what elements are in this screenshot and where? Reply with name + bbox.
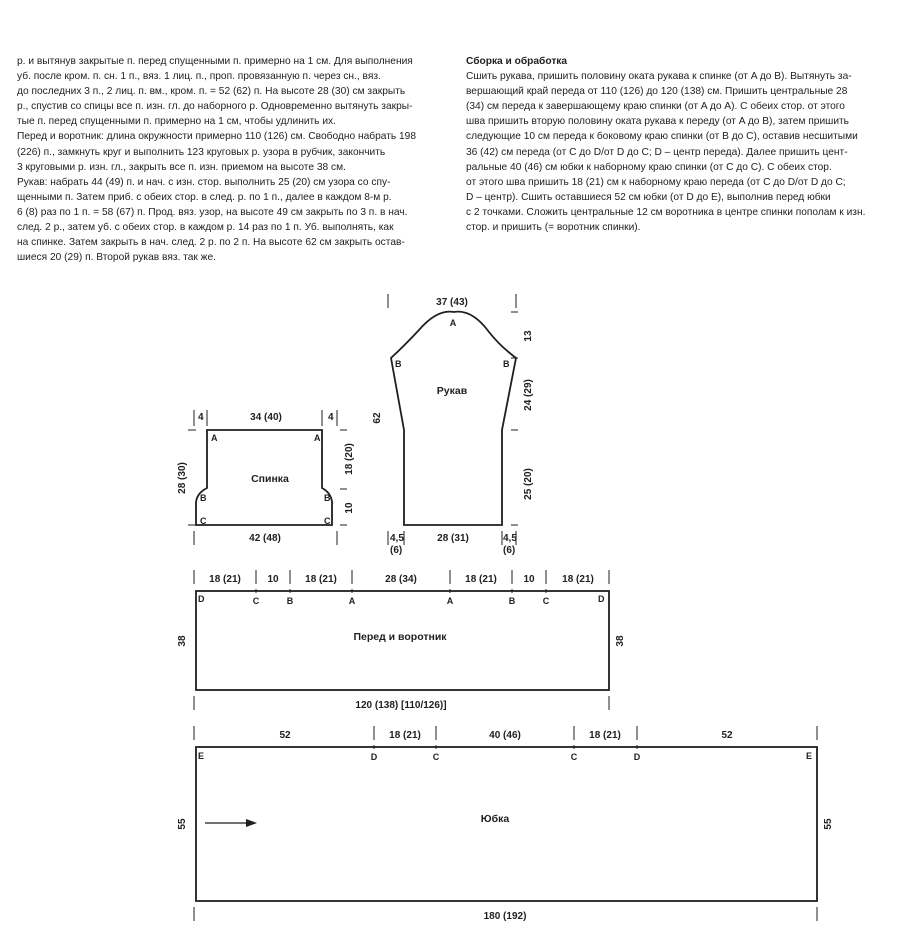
back-title: Спинка — [251, 473, 289, 485]
instructions-left-line: след. 2 р., затем уб. с обеих стор. в каждом р. 14 раз по 1 п. Уб. выполнять, как — [17, 222, 394, 234]
front-point-c-left: C — [252, 596, 260, 606]
sleeve-schematic — [388, 294, 518, 545]
instructions-left-line: р. и вытянув закрытые п. перед спущенными п. примерно на 1 см. Для выполнения — [17, 56, 413, 67]
skirt-bottom-width-dim: 180 (192) — [483, 911, 527, 922]
skirt-point-c-left: C — [432, 752, 440, 762]
instructions-right-line: 36 (42) см переда (от C до D/от D до C; D – центр переда). Далее пришить цент- — [466, 146, 848, 158]
instructions-left-line: Рукав: набрать 44 (49) п. и нач. с изн. стор. выполнить 25 (20) см узора со спу- — [17, 176, 391, 188]
knitting-direction-arrow-icon — [205, 819, 257, 827]
instructions-left-line: тые п. перед спущенными п. примерно на 1 см, чтобы удлинить их. — [17, 116, 336, 128]
front-segment-1: 18 (21) — [209, 574, 241, 585]
back-bottom-width-dim: 42 (48) — [249, 533, 281, 544]
front-segment-6: 10 — [523, 574, 535, 585]
back-point-c-left: C — [200, 516, 207, 526]
instructions-left-line: шиеся 20 (29) п. Второй рукав вяз. так же. — [17, 252, 216, 264]
front-bottom-width-dim: 120 (138) [110/126)] — [355, 700, 447, 711]
front-point-b-right: B — [508, 596, 516, 606]
instructions-right-line: D – центр). Сшить оставшиеся 52 см юбки (от D до E), выполнив перед юбки — [466, 191, 831, 203]
instructions-left-line: щенными п. Затем приб. с обеих стор. в след. р. по 1 п., далее в каждом 8-м р. — [17, 191, 392, 203]
sleeve-top-width-dim: 37 (43) — [436, 297, 468, 308]
front-title: Перед и воротник — [353, 631, 447, 643]
sleeve-upper-height-dim: 24 (29) — [523, 379, 534, 411]
assembly-heading: Сборка и обработка — [466, 56, 568, 67]
skirt-point-d-right: D — [633, 752, 641, 762]
front-height-left-dim: 38 — [177, 635, 188, 647]
front-point-d-right: D — [598, 594, 605, 604]
skirt-segment-1: 52 — [279, 730, 291, 741]
sleeve-bottom-width-dim: 28 (31) — [437, 533, 469, 544]
back-top-width-dim: 34 (40) — [250, 412, 282, 423]
sleeve-cap-height-dim: 13 — [523, 330, 534, 342]
skirt-height-right-dim: 55 — [823, 818, 834, 830]
instructions-left-line: уб. после кром. п. сн. 1 п., вяз. 1 лиц. п., проп. провязанную п. через сн., вяз. — [17, 71, 381, 83]
sleeve-point-b-right: B — [503, 359, 510, 369]
sleeve-bottom-right-alt-dim: (6) — [503, 545, 516, 556]
instructions-right-line: шва пришить вторую половину оката рукава к переду (от A до B), затем пришить — [466, 116, 849, 128]
skirt-point-d-left: D — [370, 752, 378, 762]
instructions-right-line: стор. и пришить (= воротник спинки). — [466, 222, 641, 234]
sleeve-lower-height-dim: 25 (20) — [523, 468, 534, 500]
back-point-b-left: B — [200, 493, 207, 503]
front-segment-7: 18 (21) — [562, 574, 594, 585]
back-point-a-left: A — [211, 433, 218, 443]
sleeve-bottom-left-dim: 4,5 — [390, 533, 404, 544]
back-height-right-lower-dim: 10 — [344, 502, 355, 514]
front-point-a-right: A — [446, 596, 454, 606]
instructions-left-line: на спинке. Затем закрыть в нач. след. 2 р. по 2 п. На высоте 62 см закрыть остав- — [17, 237, 405, 249]
front-point-d-left: D — [198, 594, 205, 604]
back-point-b-right: B — [324, 493, 331, 503]
back-point-a-right: A — [314, 433, 321, 443]
front-point-b-left: B — [286, 596, 294, 606]
instructions-right-line: ральные 40 (46) см юбки к наборному краю спинки (от C до C). С обеих стор. — [466, 161, 832, 173]
instructions-left-line: (226) п., замкнуть круг и выполнить 123 круговых р. узора в рубчик, закончить — [17, 146, 386, 158]
skirt-segment-4: 18 (21) — [589, 730, 621, 741]
sleeve-bottom-right-dim: 4,5 — [503, 533, 517, 544]
front-segment-2: 10 — [267, 574, 279, 585]
front-segment-4: 28 (34) — [385, 574, 417, 585]
back-height-right-upper-dim: 18 (20) — [344, 443, 355, 475]
instructions-right-line: Сшить рукава, пришить половину оката рукава к спинке (от A до B). Вытянуть за- — [466, 71, 852, 83]
skirt-segment-2: 18 (21) — [389, 730, 421, 741]
skirt-title: Юбка — [480, 813, 510, 825]
instructions-left-line: р., спустив со спицы все п. изн. гл. до наборного р. Одновременно вытянуть закры- — [17, 101, 413, 113]
instructions-left-line: Перед и воротник: длина окружности примерно 110 (126) см. Свободно набрать 198 — [17, 131, 417, 143]
sleeve-title: Рукав — [436, 385, 468, 397]
skirt-point-e-right: E — [806, 751, 813, 761]
instructions-right-line: от этого шва пришить 18 (21) см к наборному краю переда (от C до D/от D до C; — [466, 176, 846, 188]
front-point-a-left: A — [348, 596, 356, 606]
sleeve-point-a: A — [449, 318, 457, 328]
skirt-point-c-right: C — [570, 752, 578, 762]
skirt-segment-5: 52 — [721, 730, 733, 741]
front-height-right-dim: 38 — [615, 635, 626, 647]
front-segment-3: 18 (21) — [305, 574, 337, 585]
instructions-right-line: с 2 точками. Сложить центральные 12 см воротника в центре спинки пополам к изн. — [466, 206, 866, 218]
back-top-left-dim: 4 — [198, 412, 204, 423]
instructions-right-line: вершающий край переда от 110 (126) до 120 (138) см. Пришить центральные 28 — [466, 86, 848, 98]
back-point-c-right: C — [324, 516, 331, 526]
sleeve-point-b-left: B — [395, 359, 402, 369]
skirt-segment-3: 40 (46) — [489, 730, 521, 741]
instructions-right-line: следующие 10 см переда к боковому краю спинки (от B до C), оставив несшитыми — [466, 131, 858, 143]
skirt-height-left-dim: 55 — [177, 818, 188, 830]
back-height-left-dim: 28 (30) — [177, 462, 188, 494]
instructions-left-line: 6 (8) раз по 1 п. = 58 (67) п. Прод. вяз. узор, на высоте 49 см закрыть по 3 п. в нач. — [17, 206, 408, 218]
skirt-point-e-left: E — [198, 751, 205, 761]
back-top-right-dim: 4 — [328, 412, 334, 423]
sleeve-bottom-left-alt-dim: (6) — [390, 545, 403, 556]
instructions-left-line: 3 круговыми р. изн. гл., закрыть все п. изн. приемом на высоте 38 см. — [17, 161, 346, 173]
front-point-c-right: C — [542, 596, 550, 606]
sleeve-total-height-dim: 62 — [372, 412, 383, 424]
instructions-left-line: до последних 3 п., 2 лиц. п. вм., кром. п. = 52 (62) п. На высоте 28 (30) см закрыть — [17, 86, 406, 98]
instructions-right-line: (34) см переда к завершающему краю спинки (от A до A). С обеих стор. от этого — [466, 101, 845, 113]
front-segment-5: 18 (21) — [465, 574, 497, 585]
